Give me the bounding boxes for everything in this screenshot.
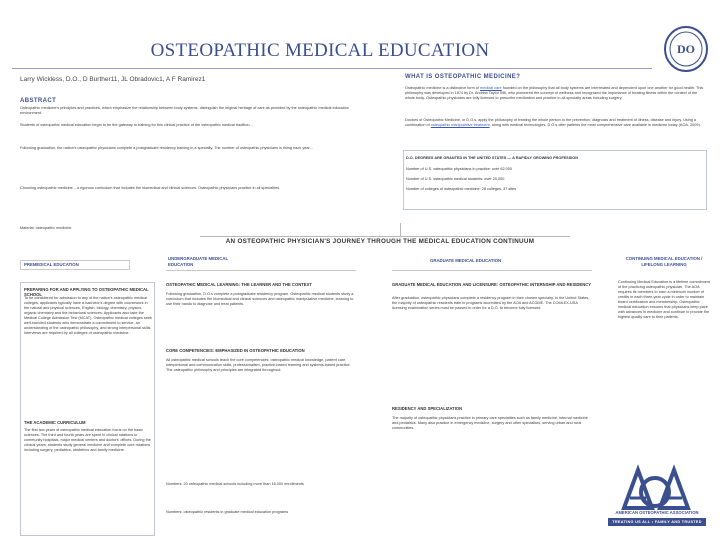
journey-rule — [200, 236, 570, 237]
col3-body-2: The majority of osteopathic physicians practice in primary care specialties such as family medicine, internal medicine and pediatrics. Many also practice in emergency medicine, surgery and other specialties, serving urban and rural communities. — [392, 416, 588, 430]
col1-heading: PREPARING FOR AND APPLYING TO OSTEOPATHIC MEDICAL SCHOOL — [24, 287, 149, 297]
journey-title: AN OSTEOPATHIC PHYSICIAN'S JOURNEY THROUGH THE MEDICAL EDUCATION CONTINUUM — [225, 238, 535, 245]
stage-continuing: CONTINUING MEDICAL EDUCATION / LIFELONG LEARNING — [625, 256, 703, 267]
stage-rule-undergrad — [166, 270, 356, 271]
col2-body: Following graduation, D.O.s complete a postgraduate residency program. Osteopathic medical students study a curriculum that includes the biomedical and clinical sciences and osteopathic manipulative medicine, learning to use their hands to diagnose and treat patients. — [166, 292, 354, 306]
what-is-p1-end: founded on the philosophy that all body systems are interrelated and dependent upon one another for good health. This philosophy was developed in 1874 by Dr. Andrew Taylor Still, who pioneered the concept of wellness and recognized the importance of treating illness within the context of the whole body. Osteopathic physicians are fully licensed to prescribe medication and practice in all specialty areas including surgery. — [405, 86, 704, 100]
col2-subheading: CORE COMPETENCIES: EMPHASIZED IN OSTEOPATHIC EDUCATION — [166, 348, 305, 353]
stage-premedical: PREMEDICAL EDUCATION — [24, 262, 79, 267]
journey-connector — [400, 223, 401, 237]
aoa-name: AMERICAN OSTEOPATHIC ASSOCIATION — [615, 510, 699, 515]
what-is-p2-start: Doctors of Osteopathic Medicine, or D.O.s, apply the philosophy of treating the whole person to the prevention, diagnosis and treatment of illness, disease and injury. Using a combination of — [405, 118, 696, 127]
col3-heading: GRADUATE MEDICAL EDUCATION AND LICENSURE: OSTEOPATHIC INTERNSHIP AND RESIDENCY — [392, 282, 592, 287]
abstract-heading: ABSTRACT — [20, 98, 57, 104]
col1-body: To be considered for admission to any of the nation's osteopathic medical colleges, applicants typically have a bachelor's degree with coursework in the natural and physical sciences, English, biology, chemistry, physics, organic chemistry and the behavioral sciences. Applicants also take the Medical College Admission Test (MCAT). Osteopathic medical colleges seek well-rounded students who demonstrate a commitment to service, an understanding of the osteopathic philosophy, and strong interpersonal skills. Interviews are required by all colleges of osteopathic medicine. — [24, 296, 152, 335]
fact-item: Number of U.S. osteopathic physicians in practice: over 62,000 — [406, 167, 512, 171]
col3-subheading: RESIDENCY AND SPECIALIZATION — [392, 406, 463, 411]
col2-footer-1: Numbers: 20 osteopathic medical schools including more than 16,000 enrollments — [166, 482, 304, 486]
col4-body: Continuing Medical Education is a lifetime commitment of the practicing osteopathic physician. The AOA requires its members to earn a minimum number of credits in each three-year cycle in order to maintain board certification and membership. Osteopathic medical education ensures that physicians keep pace with advances in medicine and continue to provide the highest quality care to their patients. — [618, 280, 710, 319]
stage-rule-graduate — [392, 270, 592, 271]
col1-body-2: The first two years of osteopathic medical education focus on the basic sciences. The third and fourth years are spent in clinical rotations in community hospitals, major medical centers and doctors' offices. During the clinical years, students study general medicine and complete core rotations including surgery, pediatrics, obstetrics and family medicine. — [24, 428, 151, 452]
col1-subheading: THE ACADEMIC CURRICULUM — [24, 420, 86, 425]
medical-care-link[interactable]: medical care — [480, 86, 502, 90]
what-is-paragraph-1 — [405, 86, 705, 116]
aoa-tagline: TREATING US ALL • FAMILY AND TRUSTED — [612, 520, 702, 524]
omt-link[interactable]: osteopathic manipulative treatment — [430, 123, 490, 127]
col2-heading: OSTEOPATHIC MEDICAL LEARNING: THE LEARNER AND THE CONTEXT — [166, 282, 312, 287]
author-line: Larry Wickless, D.O., D Burther11, JL Obradovic1, A F Ramirez1 — [20, 76, 206, 83]
abstract-paragraph-1: Osteopathic medicine's principles and practices, which emphasize the relationship between body systems, distinguish the original heritage of care as provided by the osteopathic medical education environment. — [20, 106, 349, 115]
abstract-paragraph-3: Following graduation, the nation's osteopathic physicians complete a postgraduate residency training in a specialty. The number of osteopathic physicians is rising each year... — [20, 146, 313, 150]
col3-body: After graduation, osteopathic physicians complete a residency program in their chosen specialty. In the United States, the majority of osteopathic residents train in programs accredited by the AOA and ACGME. The COMLEX-USA licensing examination series must be passed in order for a D.O. to become fully licensed. — [392, 296, 590, 310]
poster-title: OSTEOPATHIC MEDICAL EDUCATION — [150, 40, 490, 61]
what-is-p1-start: Osteopathic medicine is a distinctive form of — [405, 86, 481, 90]
abstract-paragraph-4: Choosing osteopathic medicine... a rigorous curriculum that includes the biomedical and clinical sciences. Osteopathic physicians practice in all specialties. — [20, 186, 281, 190]
abstract-paragraph-2: Students of osteopathic medical education begin to be the gateway to training for this clinical practice of the osteopathic medical tradition... — [20, 123, 253, 127]
col2-footer-2: Numbers: osteopathic residents in graduate medical education programs — [166, 510, 289, 514]
abstract-note: Material: osteopathic medicine. — [20, 226, 73, 230]
svg-text:DO: DO — [677, 42, 695, 56]
do-seal-logo — [662, 24, 710, 74]
what-is-heading: WHAT IS OSTEOPATHIC MEDICINE? — [405, 74, 521, 80]
title-rule — [12, 68, 652, 69]
stage-graduate: GRADUATE MEDICAL EDUCATION — [430, 258, 502, 263]
fact-item: Number of U.S. osteopathic medical students: over 20,000 — [406, 177, 505, 181]
col2-body-2: All osteopathic medical schools teach the core competencies; osteopathic medical knowledge, patient care, interpersonal and communication skills, professionalism, practice-based learning and systems-based practice. The osteopathic philosophy and principles are integrated throughout. — [166, 358, 351, 372]
what-is-p2-end: , along with medical technologies, D.O.s offer patients the most comprehensive care available in medicine today (AOA, 2009). — [489, 123, 701, 127]
fact-item: Number of colleges of osteopathic medicine: 28 colleges, 37 sites — [406, 187, 517, 191]
stage-undergraduate: UNDERGRADUATE MEDICAL EDUCATION — [168, 256, 228, 267]
facts-heading: D.O. DEGREES ARE GRANTED IN THE UNITED STATES — A RAPIDLY GROWING PROFESSION — [406, 156, 578, 160]
what-is-paragraph-2 — [405, 118, 705, 148]
